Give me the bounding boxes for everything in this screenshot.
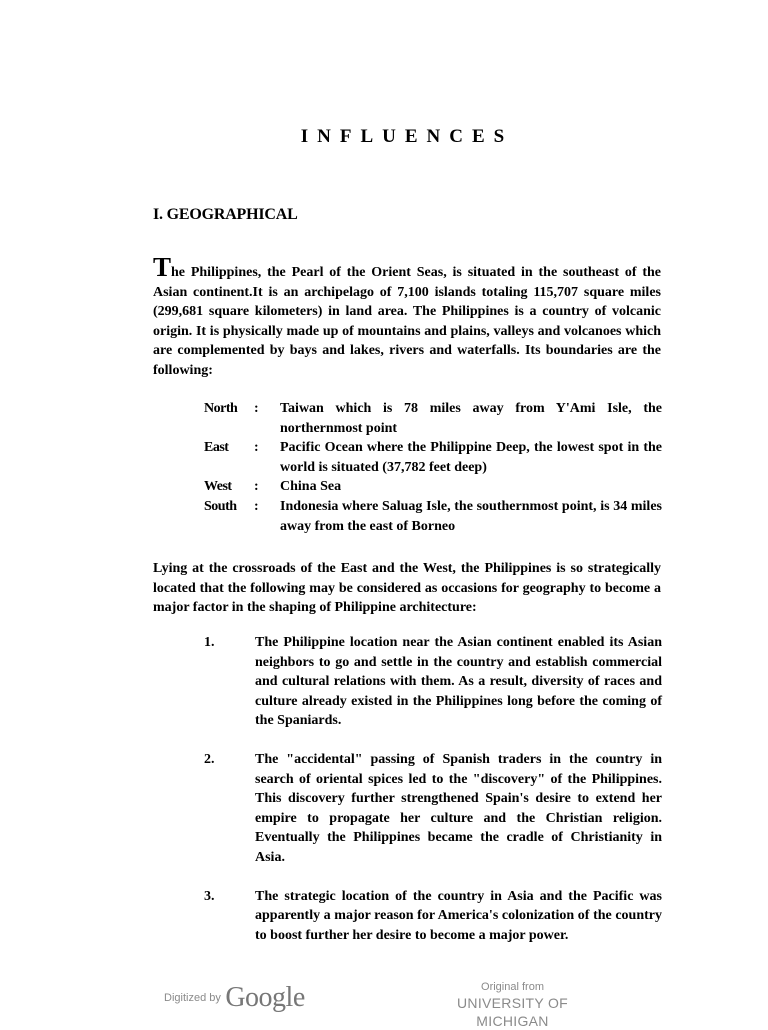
boundary-colon: : [254,498,259,514]
list-item-number: 3. [204,888,215,904]
boundary-direction: South [204,498,237,514]
list-item-text: The strategic location of the country in Asia and the Pacific was apparently a major reason for America's colonization of the country to boost further her desire to become a major power. [255,888,662,943]
list-item-number: 2. [204,751,215,767]
boundary-description: Indonesia where Saluag Isle, the southernmost point, is 34 miles away from the east of Borneo [280,498,662,534]
drop-cap: T [153,252,172,282]
boundary-colon: : [254,479,259,495]
page-title: INFLUENCES [300,126,514,147]
intro-text: he Philippines, the Pearl of the Orient Seas, is situated in the southeast of the Asian continent.It is an archipelago of 7,100 islands totaling 115,707 square miles (299,681 square kilometers) in land area. The Philippines is a country of volcanic origin. It is physically made up of mountains and plains, valleys and volcanoes which are complemented by bays and lakes, rivers and waterfalls. Its boundaries are the following: [153,265,661,378]
digitized-by-text: Digitized by [164,992,221,1004]
digitized-by-watermark [164,982,305,1014]
boundary-row [204,497,662,536]
intro-paragraph [153,252,661,381]
boundary-description: China Sea [280,479,342,495]
original-from-text: Original from [481,981,544,993]
boundary-colon: : [254,440,259,456]
original-from-watermark [440,980,585,1030]
boundaries-list [204,399,662,536]
list-item-text: The "accidental" passing of Spanish traders in the country in search of oriental spices led to the "discovery" of the Philippines. This discovery further strengthened Spain's desire to extend her empire to propagate her culture and the Christian religion. Eventually the Philippines became the cradle of Christianity in Asia. [255,751,662,865]
list-item-number: 1. [204,635,215,650]
boundary-description: Pacific Ocean where the Philippine Deep, the lowest spot in the world is situated (37,782 feet deep) [280,440,662,475]
list-item [204,887,662,946]
numbered-list [204,633,662,964]
list-item-text: The Philippine location near the Asian continent enabled its Asian neighbors to go and settle in the country and establish commercial and cultural relations with them. As a result, diversity of races and culture already existed in the Philippines long before the coming of the Spaniards. [255,635,662,729]
crossroads-paragraph: Lying at the crossroads of the East and the West, the Philippines is so strategically located that the following may be considered as occasions for geography to become a major factor in the shaping of Philippine architecture: [153,561,661,616]
boundary-colon: : [254,401,259,416]
boundary-row [204,477,662,497]
boundary-direction: North [204,401,238,416]
university-text: UNIVERSITY OF MICHIGAN [457,995,568,1029]
list-item [204,633,662,731]
section-heading: I. GEOGRAPHICAL [153,206,298,223]
boundary-row [204,438,662,477]
boundary-description: Taiwan which is 78 miles away from Y'Ami Isle, the northernmost point [280,401,662,436]
google-logo: Google [225,982,305,1013]
boundary-direction: West [204,479,232,495]
boundary-row [204,399,662,438]
list-item [204,750,662,868]
boundary-direction: East [204,440,229,456]
